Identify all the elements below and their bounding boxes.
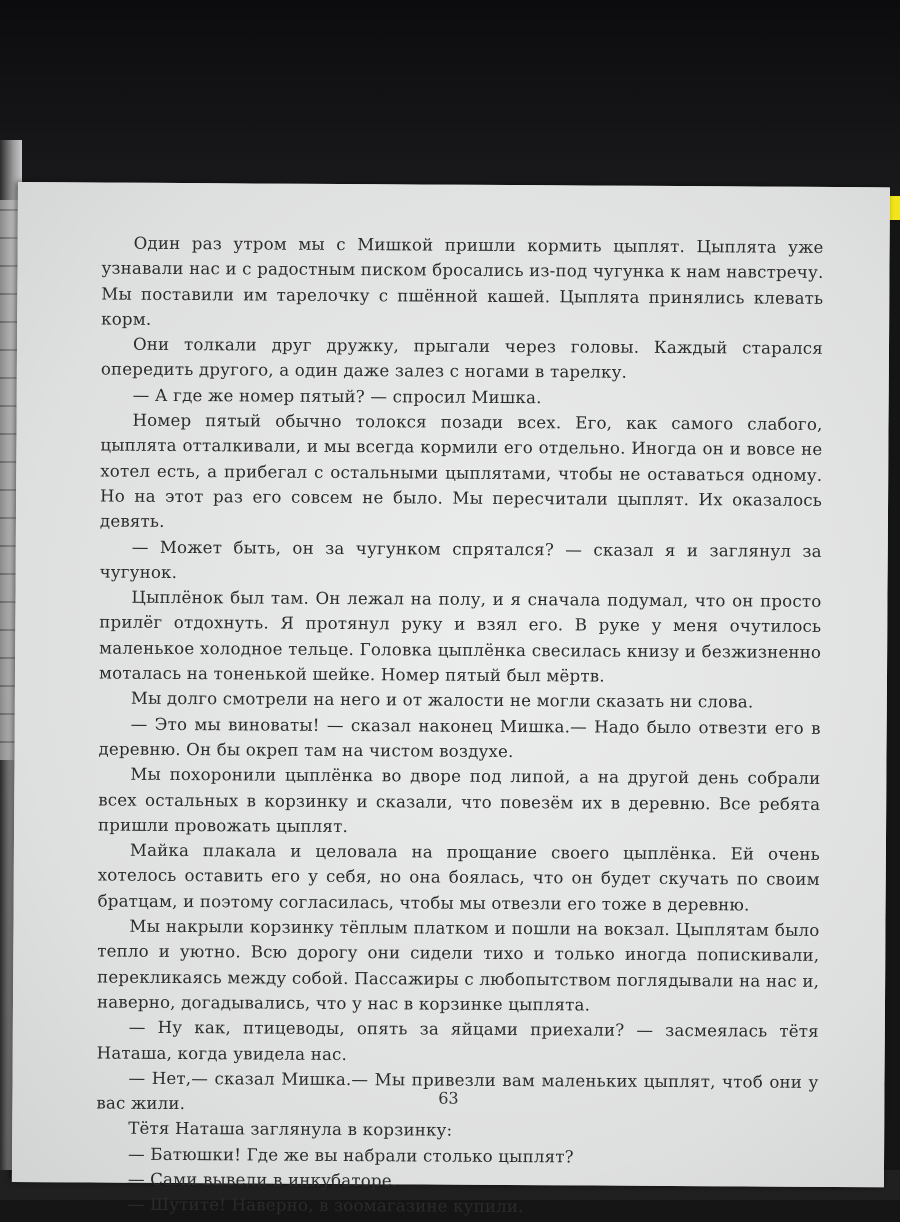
paragraph: — Это мы виноваты! — сказал наконец Мишка.— Надо было отвезти его в деревню. Он бы окреп там на чистом воздухе. [98, 714, 821, 761]
page-text [96, 231, 824, 1222]
paragraph: — Ну как, птицеводы, опять за яйцами приехали? — засмеялась тётя Наташа, когда увидела нас. [96, 1017, 819, 1064]
paragraph: — Шутите! Наверно, в зоомагазине купили. [127, 1194, 524, 1217]
paragraph: — Сами вывели в инкубаторе. [127, 1169, 398, 1191]
paragraph: Тётя Наташа заглянула в корзинку: [128, 1119, 453, 1141]
paragraph: Они толкали друг дружку, прыгали через головы. Каждый старался опередить другого, а один даже залез с ногами в тарелку. [100, 334, 824, 383]
paragraph: — А где же номер пятый? — спросил Мишка. [132, 385, 542, 407]
paragraph: Один раз утром мы с Мишкой пришли кормить цыплят. Цыплята уже узнавали нас и с радостным писком бросались из-под чугунка к нам навстречу. Мы поставили им тарелочку с пшённой кашей. Цыплята принялись клевать корм. [101, 233, 824, 329]
paragraph: Мы долго смотрели на него и от жалости не могли сказать ни слова. [130, 689, 754, 712]
book-page [12, 182, 890, 1217]
paragraph: Мы похоронили цыплёнка во дворе под липой, а на другой день собрали всех остальных в корзинку и сказали, что повезём их в деревню. Все ребята пришли провожать цыплят. [98, 764, 821, 836]
paragraph: Номер пятый обычно толокся позади всех. Его, как самого слабого, цыплята отталкивали, и мы всегда кормили его отдельно. Иногда он и вовсе не хотел есть, а прибегал с остальными цыплятами, чтобы не оставаться одному. Но на этот раз его совсем не было. Мы пересчитали цыплят. Их оказалось девять. [99, 410, 823, 532]
paragraph: Майка плакала и целовала на прощание своего цыплёнка. Ей очень хотелось оставить его у себя, но она боялась, что он будет скучать по своим братцам, и поэтому согласилась, чтобы мы отвезли его тоже в деревню. [97, 840, 820, 915]
paragraph: — Батюшки! Где же вы набрали столько цыплят? [128, 1144, 574, 1167]
background-dark [0, 0, 900, 200]
paragraph: — Может быть, он за чугунком спрятался? — сказал я и заглянул за чугунок. [99, 537, 822, 582]
paragraph: — Нет,— сказал Мишка.— Мы привезли вам маленьких цыплят, чтоб они у вас жили. [96, 1068, 819, 1114]
paragraph: Цыплёнок был там. Он лежал на полу, и я сначала подумал, что он просто прилёг отдохнуть. Я протянул руку и взял его. В руке у меня очутилось маленькое холодное тельце. Головка цыплёнка свесилась книзу и безжизненно моталась на тоненькой шейке. Номер пятый был мёртв. [98, 587, 822, 686]
page-number: 63 [438, 1088, 459, 1108]
paragraph: Мы накрыли корзинку тёплым платком и пошли на вокзал. Цыплятам было тепло и уютно. Всю дорогу они сидели тихо и только иногда попискивали, перекликаясь между собой. Пассажиры с любопытством поглядывали на нас и, наверно, догадывались, что у нас в корзинке цыплята. [96, 916, 820, 1015]
